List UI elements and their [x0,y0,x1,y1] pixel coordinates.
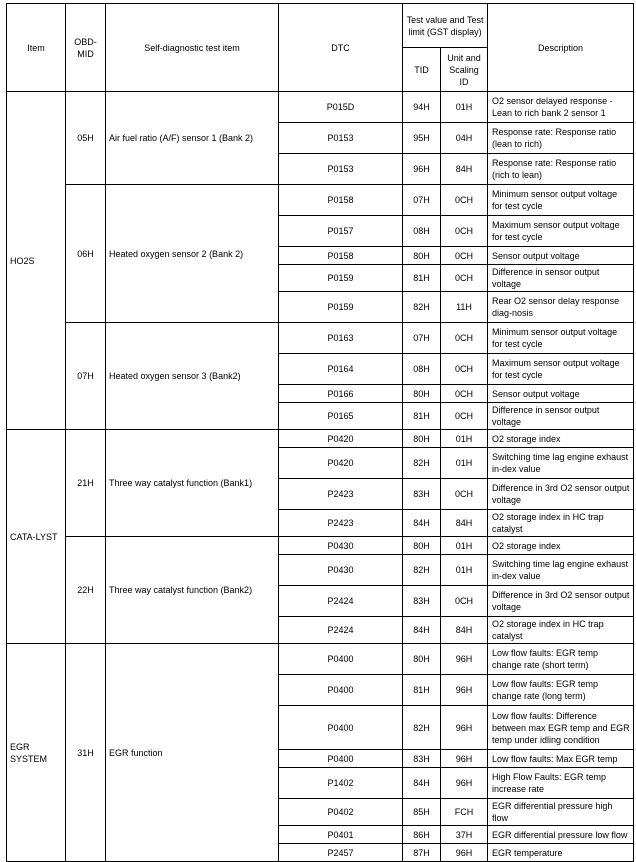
test-item-cell: Heated oxygen sensor 3 (Bank2) [106,323,279,430]
unit-cell: 96H [441,675,488,706]
unit-cell: 84H [441,154,488,185]
dtc-cell: P2423 [279,479,403,510]
unit-cell: 01H [441,448,488,479]
tid-cell: 82H [403,555,441,586]
unit-cell: 96H [441,644,488,675]
dtc-cell: P0153 [279,123,403,154]
tid-cell: 84H [403,617,441,644]
tid-cell: 82H [403,292,441,323]
header-test-value: Test value and Test limit (GST display) [403,4,488,48]
unit-cell: FCH [441,799,488,826]
header-self-diagnostic-test-item: Self-diagnostic test item [106,4,279,92]
dtc-cell: P015D [279,92,403,123]
test-item-cell: EGR function [106,644,279,862]
table-header [7,4,634,92]
tid-cell: 83H [403,750,441,768]
description-cell: Response rate: Response ratio (rich to lean) [488,154,634,185]
tid-cell: 85H [403,799,441,826]
tid-cell: 95H [403,123,441,154]
table-body [7,92,634,862]
tid-cell: 80H [403,644,441,675]
dtc-cell: P0157 [279,216,403,247]
unit-cell: 84H [441,510,488,537]
unit-cell: 0CH [441,323,488,354]
header-tid: TID [403,48,441,92]
dtc-cell: P0402 [279,799,403,826]
dtc-cell: P0158 [279,247,403,265]
description-cell: Minimum sensor output voltage for test cycle [488,185,634,216]
header-item: Item [7,4,66,92]
description-cell: Difference in sensor output voltage [488,403,634,430]
description-cell: Response rate: Response ratio (lean to rich) [488,123,634,154]
table-row [7,537,634,555]
description-cell: Maximum sensor output voltage for test cycle [488,354,634,385]
tid-cell: 80H [403,247,441,265]
tid-cell: 80H [403,385,441,403]
dtc-cell: P0165 [279,403,403,430]
tid-cell: 82H [403,448,441,479]
description-cell: Low flow faults: EGR temp change rate (short term) [488,644,634,675]
tid-cell: 81H [403,265,441,292]
unit-cell: 0CH [441,247,488,265]
dtc-cell: P2423 [279,510,403,537]
description-cell: Sensor output voltage [488,385,634,403]
unit-cell: 01H [441,92,488,123]
dtc-cell: P2424 [279,586,403,617]
dtc-cell: P0420 [279,430,403,448]
unit-cell: 11H [441,292,488,323]
table-row [7,644,634,675]
obd-mid-cell: 05H [66,92,106,185]
test-item-cell: Air fuel ratio (A/F) sensor 1 (Bank 2) [106,92,279,185]
tid-cell: 87H [403,844,441,862]
item-cell: CATA-LYST [7,430,66,644]
unit-cell: 96H [441,706,488,750]
item-cell: EGR SYSTEM [7,644,66,862]
tid-cell: 08H [403,354,441,385]
obd-mid-cell: 22H [66,537,106,644]
unit-cell: 0CH [441,586,488,617]
description-cell: O2 storage index [488,430,634,448]
unit-cell: 96H [441,750,488,768]
tid-cell: 84H [403,768,441,799]
header-description: Description [488,4,634,92]
unit-cell: 0CH [441,403,488,430]
dtc-cell: P0159 [279,265,403,292]
dtc-cell: P1402 [279,768,403,799]
header-dtc: DTC [279,4,403,92]
description-cell: Difference in 3rd O2 sensor output voltage [488,479,634,510]
unit-cell: 0CH [441,354,488,385]
table-row [7,323,634,354]
description-cell: Low flow faults: Difference between max EGR temp and EGR temp under idling condition [488,706,634,750]
dtc-cell: P0400 [279,706,403,750]
unit-cell: 04H [441,123,488,154]
tid-cell: 83H [403,479,441,510]
description-cell: EGR differential pressure high flow [488,799,634,826]
table-row [7,92,634,123]
header-unit-scaling-id: Unit and Scaling ID [441,48,488,92]
unit-cell: 01H [441,537,488,555]
dtc-cell: P0400 [279,644,403,675]
tid-cell: 80H [403,537,441,555]
tid-cell: 82H [403,706,441,750]
obd-mid-cell: 31H [66,644,106,862]
description-cell: Low flow faults: EGR temp change rate (long term) [488,675,634,706]
description-cell: O2 storage index in HC trap catalyst [488,617,634,644]
test-item-cell: Heated oxygen sensor 2 (Bank 2) [106,185,279,323]
tid-cell: 07H [403,323,441,354]
unit-cell: 0CH [441,265,488,292]
tid-cell: 80H [403,430,441,448]
tid-cell: 96H [403,154,441,185]
dtc-cell: P0163 [279,323,403,354]
unit-cell: 96H [441,844,488,862]
tid-cell: 81H [403,403,441,430]
description-cell: Switching time lag engine exhaust in-dex value [488,555,634,586]
dtc-cell: P0401 [279,826,403,844]
dtc-cell: P2457 [279,844,403,862]
tid-cell: 84H [403,510,441,537]
description-cell: O2 sensor delayed response - Lean to rich bank 2 sensor 1 [488,92,634,123]
dtc-cell: P0420 [279,448,403,479]
tid-cell: 94H [403,92,441,123]
unit-cell: 0CH [441,385,488,403]
test-item-cell: Three way catalyst function (Bank1) [106,430,279,537]
unit-cell: 0CH [441,216,488,247]
obd-mid-cell: 21H [66,430,106,537]
unit-cell: 01H [441,430,488,448]
description-cell: EGR temperature [488,844,634,862]
item-cell: HO2S [7,92,66,430]
description-cell: Switching time lag engine exhaust in-dex value [488,448,634,479]
dtc-cell: P0166 [279,385,403,403]
description-cell: Rear O2 sensor delay response diag-nosis [488,292,634,323]
dtc-cell: P0164 [279,354,403,385]
dtc-cell: P0159 [279,292,403,323]
obd-mid-cell: 06H [66,185,106,323]
unit-cell: 84H [441,617,488,644]
description-cell: Difference in 3rd O2 sensor output voltage [488,586,634,617]
unit-cell: 0CH [441,185,488,216]
obd-test-table [6,3,634,862]
description-cell: Difference in sensor output voltage [488,265,634,292]
unit-cell: 01H [441,555,488,586]
dtc-cell: P0400 [279,750,403,768]
tid-cell: 07H [403,185,441,216]
unit-cell: 96H [441,768,488,799]
description-cell: Low flow faults: Max EGR temp [488,750,634,768]
description-cell: O2 storage index [488,537,634,555]
dtc-cell: P0153 [279,154,403,185]
description-cell: High Flow Faults: EGR temp increase rate [488,768,634,799]
description-cell: EGR differential pressure low flow [488,826,634,844]
dtc-cell: P2424 [279,617,403,644]
tid-cell: 83H [403,586,441,617]
header-obd-mid: OBD-MID [66,4,106,92]
tid-cell: 86H [403,826,441,844]
description-cell: Minimum sensor output voltage for test cycle [488,323,634,354]
dtc-cell: P0430 [279,555,403,586]
table-row [7,430,634,448]
dtc-cell: P0400 [279,675,403,706]
description-cell: Sensor output voltage [488,247,634,265]
dtc-cell: P0430 [279,537,403,555]
tid-cell: 81H [403,675,441,706]
description-cell: O2 storage index in HC trap catalyst [488,510,634,537]
dtc-cell: P0158 [279,185,403,216]
unit-cell: 37H [441,826,488,844]
unit-cell: 0CH [441,479,488,510]
tid-cell: 08H [403,216,441,247]
test-item-cell: Three way catalyst function (Bank2) [106,537,279,644]
obd-mid-cell: 07H [66,323,106,430]
description-cell: Maximum sensor output voltage for test cycle [488,216,634,247]
table-row [7,185,634,216]
